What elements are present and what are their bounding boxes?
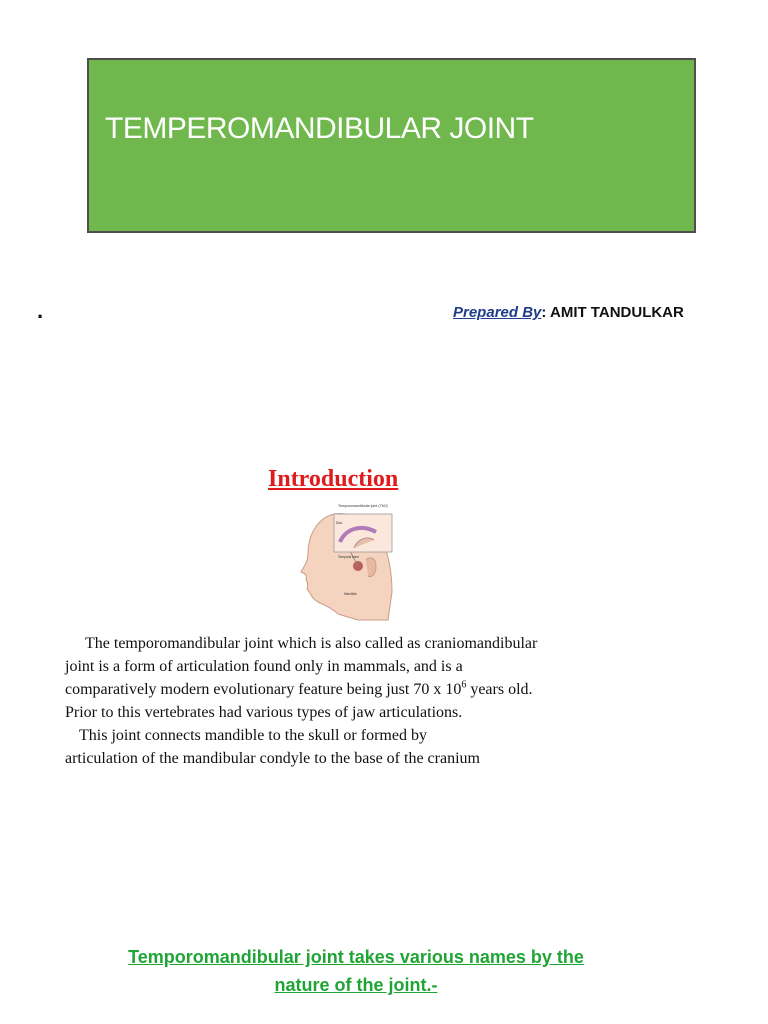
- prepared-by: [453, 304, 684, 321]
- introduction-body: [65, 632, 705, 770]
- tmj-illustration: [296, 502, 396, 622]
- body-line: [65, 678, 705, 701]
- prepared-by-colon: :: [541, 304, 547, 321]
- title-banner: [87, 58, 696, 233]
- body-line: The temporomandibular joint which is also called as craniomandibular: [85, 635, 538, 652]
- body-line: joint is a form of articulation found only in mammals, and is a: [65, 658, 463, 675]
- note-line: nature of the joint.-: [274, 975, 438, 995]
- body-line-segment: years old.: [466, 681, 533, 698]
- note-line: Temporomandibular joint takes various names by the: [128, 947, 584, 967]
- names-note: [94, 943, 618, 999]
- bullet-dot: .: [37, 298, 44, 323]
- author-name: AMIT TANDULKAR: [546, 304, 684, 321]
- inset-box: [334, 514, 392, 552]
- body-line-segment: comparatively modern evolutionary feature being just 70 x 10: [65, 681, 462, 698]
- label-title: Temporomandibular joint (TMJ): [338, 504, 388, 508]
- label-temporal: Temporal bone: [338, 555, 360, 559]
- exponent: 6: [461, 679, 467, 691]
- page-title: TEMPEROMANDIBULAR JOINT: [105, 112, 534, 145]
- body-line: articulation of the mandibular condyle to the base of the cranium: [65, 750, 480, 767]
- prepared-by-label: Prepared By: [453, 304, 542, 321]
- introduction-heading: Introduction: [268, 466, 399, 492]
- label-mandible: Mandible: [344, 592, 357, 596]
- body-line: Prior to this vertebrates had various types of jaw articulations.: [65, 704, 463, 721]
- label-disc: Disc: [336, 521, 343, 525]
- body-line: This joint connects mandible to the skull or formed by: [79, 727, 427, 744]
